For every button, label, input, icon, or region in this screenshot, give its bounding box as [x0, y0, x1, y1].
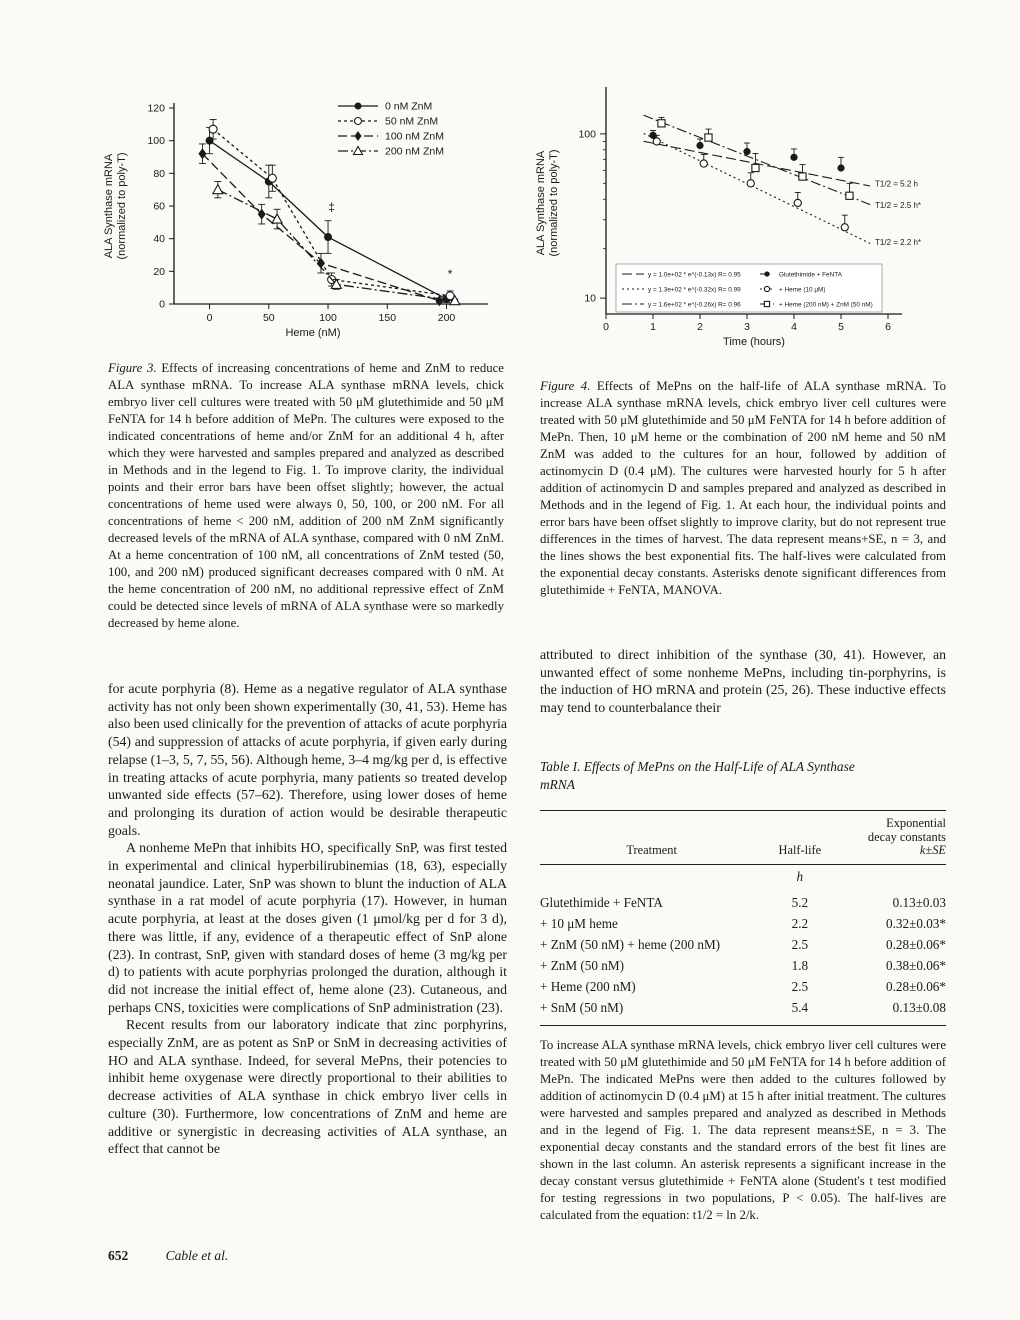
- table-1-footnote: To increase ALA synthase mRNA levels, chick embryo liver cell cultures were treated with 50 μM glutethimide and 50 μM FeNTA for 14 h before addition of MePn. The indicated MePns were then added to the cultures followed by addition of actinomycin D (0.4 μM) at 15 h after initial treatment. The cultures were harvested and samples prepared and analyzed as described in Methods and in the legend of Fig. 1. The data represent means±SE, n = 3. The exponential decay constants and the standard errors of the best fit lines are shown in the last column. An asterisk represents a significant increase in the decay constant versus glutethimide + FeNTA alone (Student's t test modified for testing regressions in two populations, P < 0.05). The half-lives are calculated from the equation: t1/2 = ln 2/k.: [540, 1038, 946, 1222]
- running-authors: Cable et al.: [165, 1248, 229, 1263]
- svg-text:y = 1.0e+02 * e^(-0.13x) R= 0: y = 1.0e+02 * e^(-0.13x) R= 0.95: [648, 271, 741, 279]
- treatment-cell: + 10 μM heme: [540, 916, 618, 931]
- decay-header-line3: k±SE: [919, 843, 946, 857]
- left-paragraph-1: for acute porphyria (8). Heme as a negative regulator of ALA synthase activity has not only been shown experimentally (30, 41, 53). Heme has also been used clinically for the prevention of attacks of acute porphyria (54) and suppression of attacks of acute porphyria, if given early during relapse (1–3, 5, 7, 55, 56). Although heme, 3–4 mg/kg per d, is effective in treating attacks of acute porphyria, many patients so treated develop unwanted side effects (57–62). Therefore, using lower doses of heme and prolonging its duration of action would be desirable therapeutic goals.: [108, 681, 507, 838]
- table-unit-row: [540, 864, 946, 893]
- svg-text:0: 0: [603, 321, 609, 333]
- figure3-caption: [108, 360, 504, 632]
- svg-text:100: 100: [578, 128, 596, 141]
- figure4-plot: [528, 74, 938, 374]
- svg-text:120: 120: [147, 102, 165, 115]
- svg-text:y = 1.3e+02 * e^(-0.32x) R= 0: y = 1.3e+02 * e^(-0.32x) R= 0.99: [648, 286, 741, 294]
- svg-text:4: 4: [791, 321, 797, 333]
- svg-text:6: 6: [885, 321, 891, 333]
- decay-cell: 0.13±0.08: [892, 1000, 946, 1015]
- svg-text:+ Heme (200 nM) + ZnM (50 nM): + Heme (200 nM) + ZnM (50 nM): [779, 301, 873, 309]
- figure4-chart: [528, 74, 938, 374]
- half-life-cell: 1.8: [791, 958, 809, 973]
- svg-text:150: 150: [378, 312, 397, 324]
- svg-text:T1/2 = 2.5 h*: T1/2 = 2.5 h*: [875, 200, 922, 210]
- svg-text:80: 80: [153, 167, 165, 180]
- decay-cell: 0.32±0.03*: [886, 916, 946, 931]
- table-header-treatment: Treatment: [540, 811, 763, 865]
- treatment-cell: + ZnM (50 nM): [540, 958, 624, 973]
- svg-text:0: 0: [159, 298, 165, 311]
- page-number: 652: [108, 1248, 129, 1263]
- table-1: [540, 758, 946, 1224]
- svg-text:‡: ‡: [328, 199, 335, 214]
- svg-text:0: 0: [206, 312, 213, 324]
- table-row: [540, 956, 946, 977]
- svg-text:ALA Synthase mRNA: ALA Synthase mRNA: [535, 150, 547, 256]
- svg-text:200 nM ZnM: 200 nM ZnM: [385, 145, 444, 158]
- svg-text:40: 40: [153, 233, 165, 246]
- treatment-cell: + ZnM (50 nM) + heme (200 nM): [540, 937, 721, 952]
- svg-text:1: 1: [650, 321, 656, 333]
- figure4-caption-text: Effects of MePns on the half-life of ALA synthase mRNA. To increase ALA synthase mRNA levels, chick embryo liver cell cultures were treated with 50 μM glutethimide and 50 μM FeNTA for 14 h before addition of MePn. Then, 10 μM heme or the combination of 200 nM heme and 50 nM ZnM was added to the cultures for an hour, followed by addition of actinomycin D (0.4 μM). The cultures were harvested hourly for 5 h after addition of actinomycin D and samples prepared and analyzed as described in Methods and in the legend of Fig. 1. At each hour, the individual points and error bars have been offset slightly to improve clarity, but do not represent true differences in the times of harvest. The data represent means+SE, n = 3, and the lines shows the best exponential fits. The half-lives were calculated from the exponential decay constants. Asterisks denote significant differences from glutethimide + FeNTA, MANOVA.: [540, 379, 947, 597]
- svg-text:20: 20: [153, 265, 165, 278]
- half-life-cell: 2.5: [791, 979, 809, 994]
- treatment-cell: + Heme (200 nM): [540, 979, 636, 994]
- page-footer: [108, 1248, 228, 1264]
- svg-text:2: 2: [697, 321, 703, 333]
- treatment-cell: Glutethimide + FeNTA: [540, 895, 663, 910]
- decay-cell: 0.28±0.06*: [886, 937, 946, 952]
- svg-text:Glutethimide + FeNTA: Glutethimide + FeNTA: [779, 271, 842, 279]
- half-life-cell: 2.2: [791, 916, 809, 931]
- figure3-chart: [96, 86, 501, 359]
- svg-text:5: 5: [838, 321, 844, 333]
- figure3-caption-label: Figure 3.: [108, 361, 157, 375]
- svg-text:T1/2 = 5.2 h: T1/2 = 5.2 h: [875, 179, 918, 189]
- svg-text:Heme (nM): Heme (nM): [285, 327, 341, 339]
- half-life-cell: 5.2: [791, 895, 809, 910]
- decay-header-line2: decay constants: [867, 829, 946, 844]
- right-paragraph-1: attributed to direct inhibition of the synthase (30, 41). However, an unwanted effect of some nonheme MePns, including tin-porphyrins, is the induction of HO mRNA and protein (25, 26). These inductive effects may tend to counterbalance their: [540, 647, 946, 716]
- svg-text:(normalized to poly-T): (normalized to poly-T): [116, 152, 128, 260]
- table-1-title: Table I. Effects of MePns on the Half-Life of ALA Synthase mRNA: [540, 759, 855, 792]
- figure4-caption-label: Figure 4.: [540, 379, 591, 393]
- svg-text:+ Heme (10 μM): + Heme (10 μM): [779, 286, 826, 294]
- svg-text:ALA Synthase mRNA: ALA Synthase mRNA: [103, 153, 115, 259]
- half-life-cell: 2.5: [791, 937, 809, 952]
- table-1-grid: [540, 810, 946, 1026]
- table-row: [540, 935, 946, 956]
- svg-text:3: 3: [744, 321, 750, 333]
- svg-text:y = 1.6e+02 * e^(-0.26x) R= 0: y = 1.6e+02 * e^(-0.26x) R= 0.96: [648, 301, 741, 309]
- svg-text:100 nM ZnM: 100 nM ZnM: [385, 130, 444, 143]
- figure3-plot: [96, 86, 501, 359]
- svg-text:Time (hours): Time (hours): [723, 336, 785, 348]
- figure3-caption-text: Effects of increasing concentrations of heme and ZnM to reduce ALA synthase mRNA. To increase ALA synthase mRNA levels, chick embryo liver cell cultures were treated with 50 μM glutethimide and 50 μM FeNTA for 14 h before addition of MePn. The cultures were exposed to the indicated concentrations of heme and/or ZnM for an additional 4 h, after which they were harvested and samples prepared and analyzed as described in Methods and in the legend to Fig. 1. To improve clarity, the individual points and their error bars have been offset slightly; however, the actual concentrations of heme used were always 0, 50, 100, or 200 nM. For all concentrations of heme < 200 nM, addition of 200 nM ZnM significantly decreased levels of the mRNA of ALA synthase, compared with 0 nM ZnM. At a heme concentration of 100 nM, all concentrations of ZnM tested (50, 100, and 200 nM) produced significant decreases compared with 0 nM. At the heme concentration of 200 nM, no additional repressive effect of ZnM could be detected since levels of mRNA of ALA synthase were so markedly decreased by heme alone.: [108, 361, 504, 630]
- svg-text:60: 60: [153, 200, 165, 213]
- svg-text:100: 100: [147, 135, 165, 148]
- svg-text:(normalized to poly-T): (normalized to poly-T): [548, 149, 560, 257]
- svg-text:50 nM ZnM: 50 nM ZnM: [385, 115, 439, 128]
- right-column: [540, 646, 946, 717]
- svg-text:200: 200: [437, 312, 456, 324]
- left-paragraph-2: A nonheme MePn that inhibits HO, specifically SnP, was first tested in experimental and clinical hyperbilirubinemias (18, 63), especially neonatal jaundice. Later, SnP was shown to blunt the induction of ALA synthase in a rat model of acute porphyria (17). However, in human acute porphyria, at least at the doses given (1 μmol/kg per d for 3 d), there was little, if any, evidence of a therapeutic effect of SnP alone (23). In contrast, SnP, given with standard doses of heme (3 mg/kg per d) to patients with acute porphyrias prolonged the duration, although it did not increase the initial effect of, heme alone (23). Cutaneous, and perhaps CNS, toxicities were complications of SnP administration (23).: [108, 840, 507, 1015]
- decay-header-line1: Exponential: [886, 816, 946, 830]
- left-column: [108, 680, 507, 1158]
- table-header-half-life: Half-life: [763, 811, 836, 865]
- unit-cell: h: [796, 868, 804, 884]
- svg-text:T1/2 = 2.2 h*: T1/2 = 2.2 h*: [875, 237, 922, 247]
- svg-text:100: 100: [319, 312, 337, 324]
- svg-text:10: 10: [584, 292, 596, 305]
- decay-cell: 0.28±0.06*: [886, 979, 946, 994]
- half-life-cell: 5.4: [791, 1000, 809, 1015]
- svg-text:0 nM ZnM: 0 nM ZnM: [385, 100, 433, 113]
- table-header-row: [540, 811, 946, 865]
- table-row: [540, 893, 946, 914]
- left-paragraph-3: Recent results from our laboratory indicate that zinc porphyrins, especially ZnM, are as potent as SnP or SnM in decreasing activities of HO and ALA synthase. Indeed, for several MePns, their potencies to inhibit heme oxygenase were directly proportional to their abilities to decrease activities of ALA synthase in chick embryo liver cells in culture (30). Furthermore, low concentrations of ZnM and heme are additive or synergistic in decreasing activities of ALA synthase, an effect that cannot be: [108, 1017, 507, 1157]
- table-header-decay: [836, 811, 946, 865]
- svg-text:50: 50: [262, 312, 275, 324]
- table-row: [540, 914, 946, 935]
- figure4-caption: [540, 378, 946, 599]
- svg-text:*: *: [447, 266, 453, 281]
- decay-cell: 0.38±0.06*: [886, 958, 946, 973]
- decay-cell: 0.13±0.03: [892, 895, 946, 910]
- table-row: [540, 998, 946, 1026]
- treatment-cell: + SnM (50 nM): [540, 1000, 624, 1015]
- table-row: [540, 977, 946, 998]
